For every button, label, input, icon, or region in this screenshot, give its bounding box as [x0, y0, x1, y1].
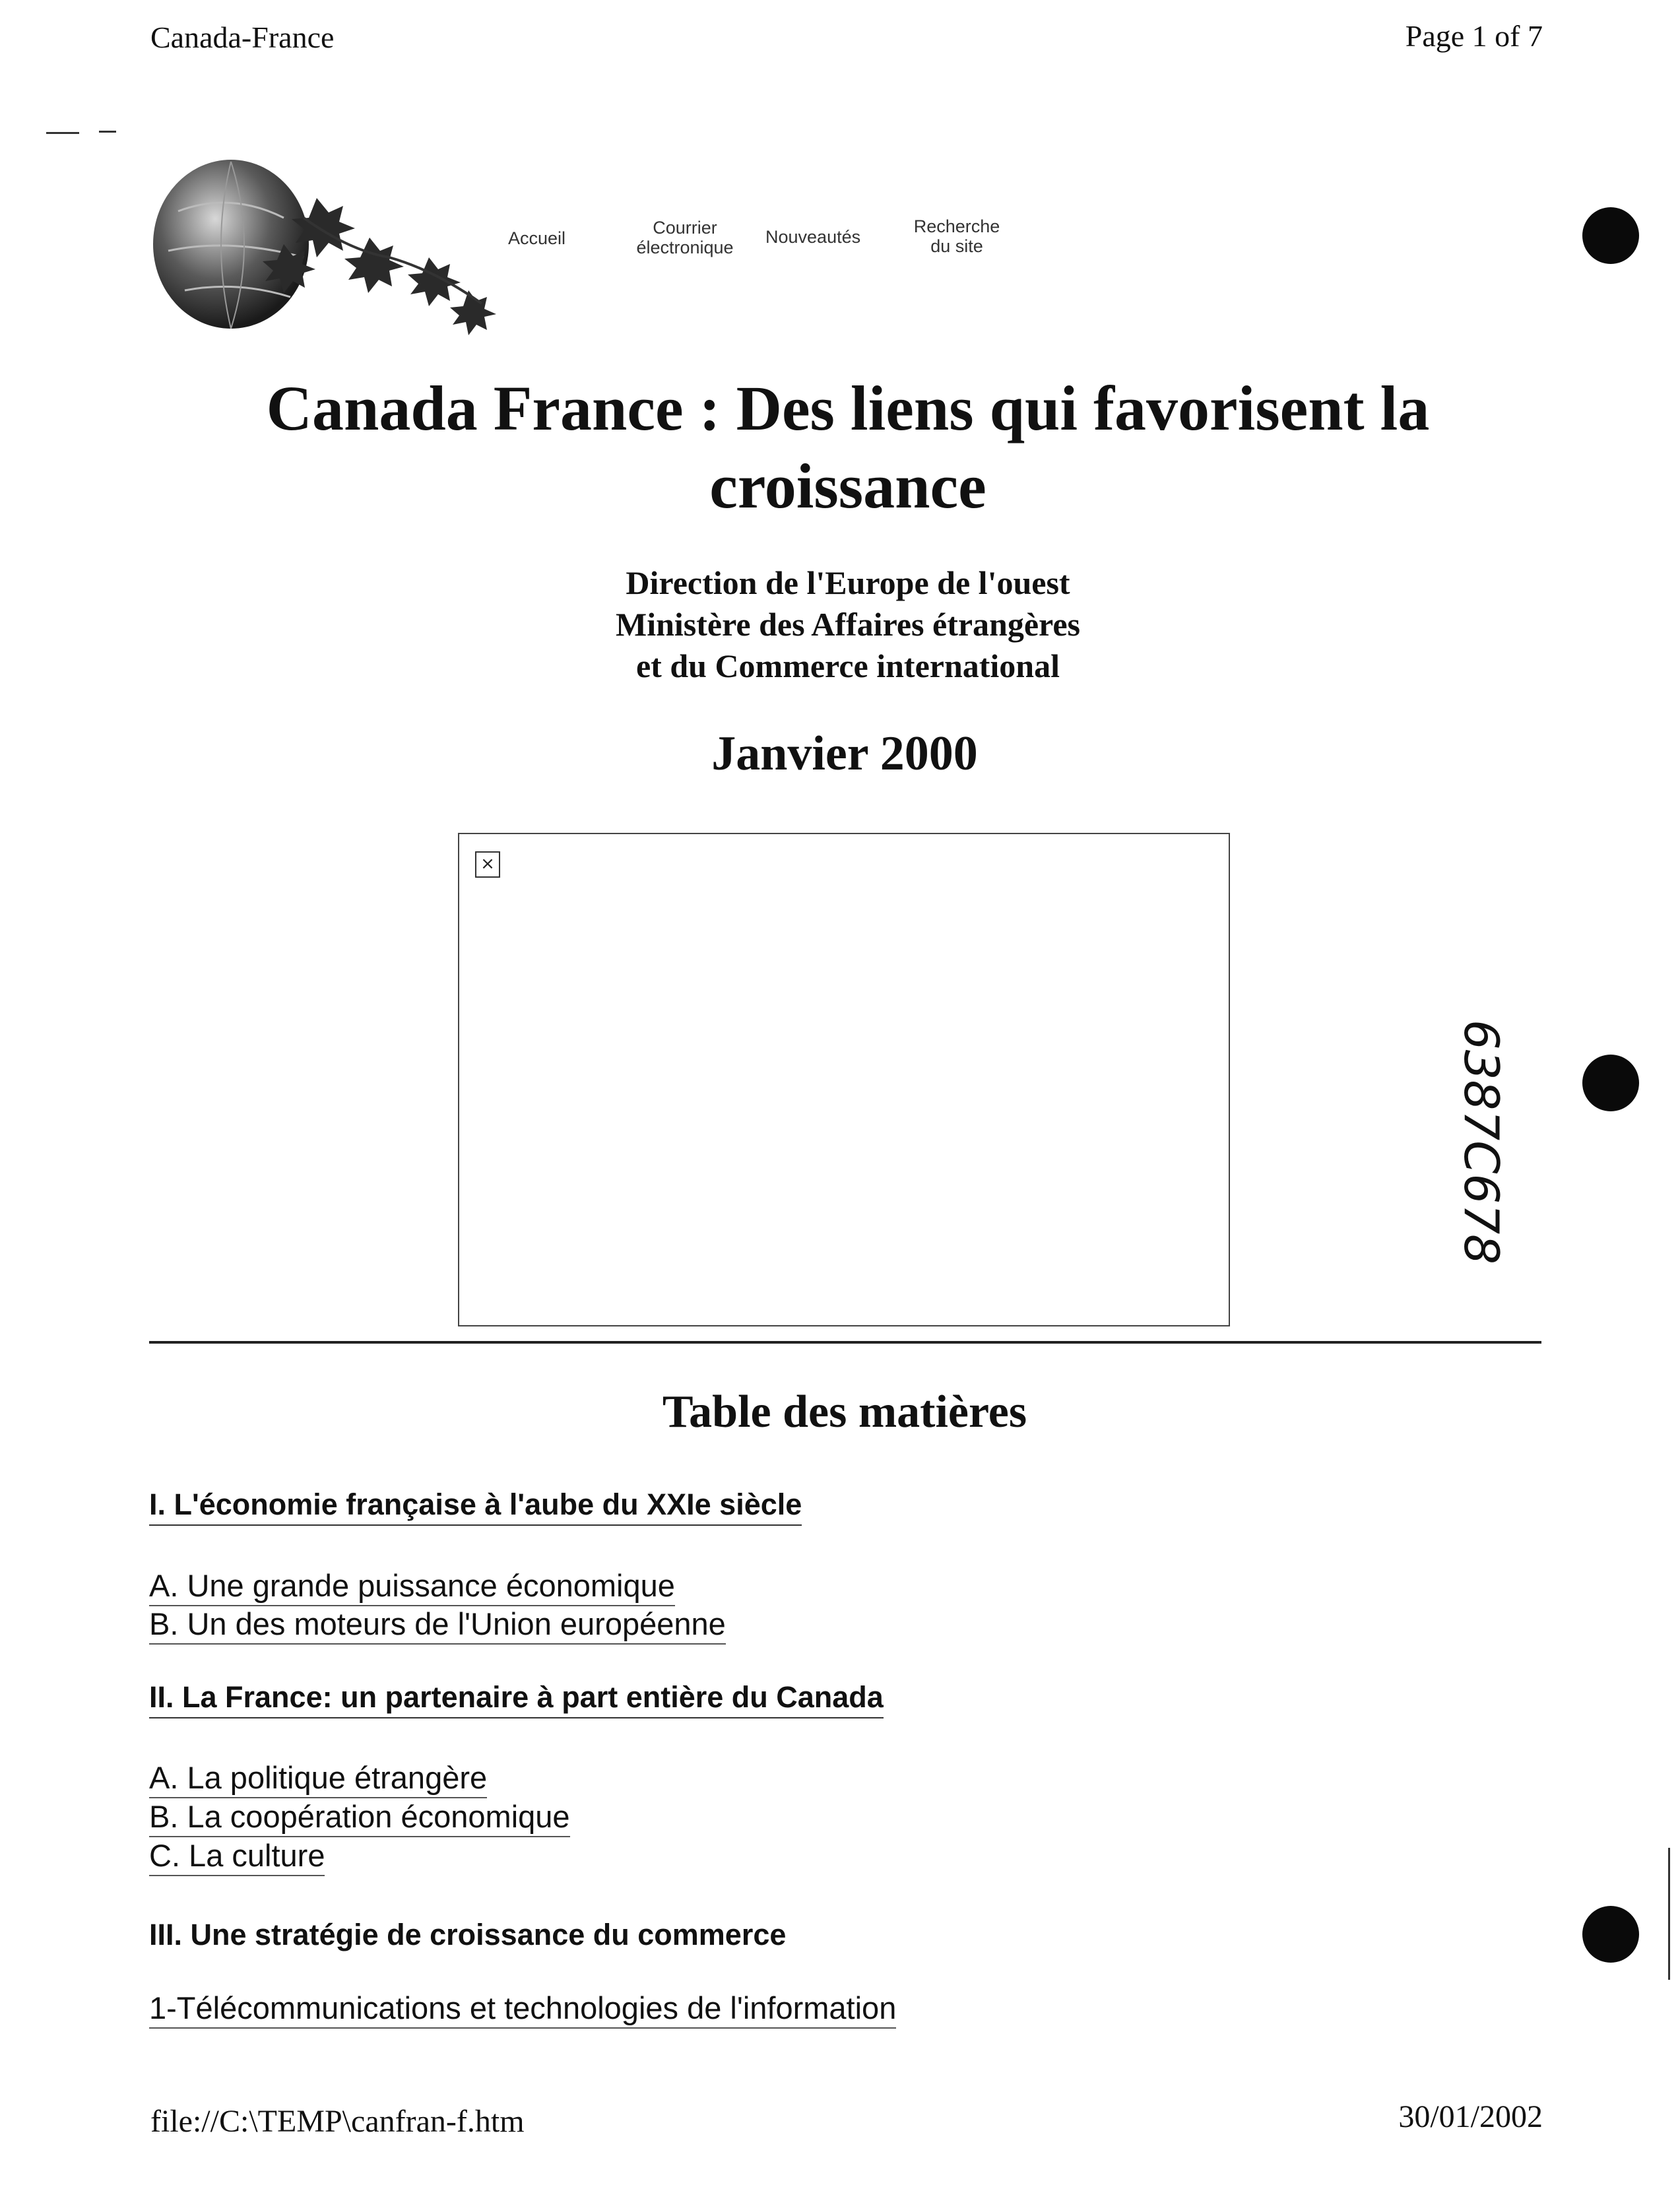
- image-placeholder: [458, 833, 1230, 1326]
- nav-email-line1: Courrier: [653, 218, 717, 238]
- toc-item-link[interactable]: A. Une grande puissance économique: [149, 1567, 675, 1606]
- nav-link-news[interactable]: Nouveautés: [765, 227, 861, 247]
- subtitle-line: et du Commerce international: [635, 647, 1060, 684]
- subtitle-block: [330, 562, 1366, 687]
- nav-search-line1: Recherche: [913, 216, 1000, 236]
- publication-date: Janvier 2000: [711, 727, 978, 781]
- toc-item-link[interactable]: B. La coopération économique: [149, 1798, 570, 1837]
- punch-hole: [1582, 207, 1639, 264]
- toc-item-link[interactable]: B. Un des moteurs de l'Union européenne: [149, 1606, 726, 1645]
- scan-speck: [99, 131, 116, 133]
- punch-hole: [1582, 1055, 1639, 1111]
- scan-speck: [46, 132, 79, 134]
- handwritten-number-annotation: [1425, 1020, 1518, 1310]
- nav-link-home[interactable]: Accueil: [508, 228, 566, 248]
- toc-item-link[interactable]: C. La culture: [149, 1837, 325, 1876]
- print-header-title: Canada-France: [150, 20, 335, 54]
- toc-item-link[interactable]: 1-Télécommunications et technologies de l'information: [149, 1990, 896, 2029]
- globe-maple-leaf-logo[interactable]: [152, 139, 561, 337]
- page-title: [132, 370, 1564, 525]
- subtitle-line: Ministère des Affaires étrangères: [616, 606, 1080, 643]
- broken-image-icon: ×: [475, 851, 500, 878]
- toc-title: Table des matières: [662, 1387, 1027, 1437]
- subtitle-line: Direction de l'Europe de l'ouest: [626, 564, 1070, 601]
- scan-speck: [1668, 1848, 1670, 1980]
- nav-link-email[interactable]: [619, 218, 751, 257]
- handwritten-number-text: 6387C678: [1454, 1020, 1509, 1264]
- nav-link-site-search[interactable]: [897, 216, 1016, 256]
- print-footer-file-path: file://C:\TEMP\canfran-f.htm: [150, 2104, 525, 2139]
- nav-email-line2: électronique: [636, 238, 734, 257]
- print-footer-date: 30/01/2002: [1398, 2099, 1543, 2134]
- page-title-line2: croissance: [709, 451, 986, 521]
- punch-hole: [1582, 1906, 1639, 1963]
- page-title-line1: Canada France : Des liens qui favorisent la: [266, 373, 1430, 443]
- toc-section-heading: III. Une stratégie de croissance du commerce: [149, 1918, 787, 1951]
- horizontal-divider: [149, 1341, 1541, 1344]
- nav-search-line2: du site: [930, 236, 983, 256]
- toc-section-link[interactable]: I. L'économie française à l'aube du XXIe siècle: [149, 1487, 802, 1526]
- print-header-page-number: Page 1 of 7: [1405, 19, 1543, 53]
- toc-item-link[interactable]: A. La politique étrangère: [149, 1759, 487, 1798]
- toc-section-link[interactable]: II. La France: un partenaire à part entière du Canada: [149, 1680, 884, 1718]
